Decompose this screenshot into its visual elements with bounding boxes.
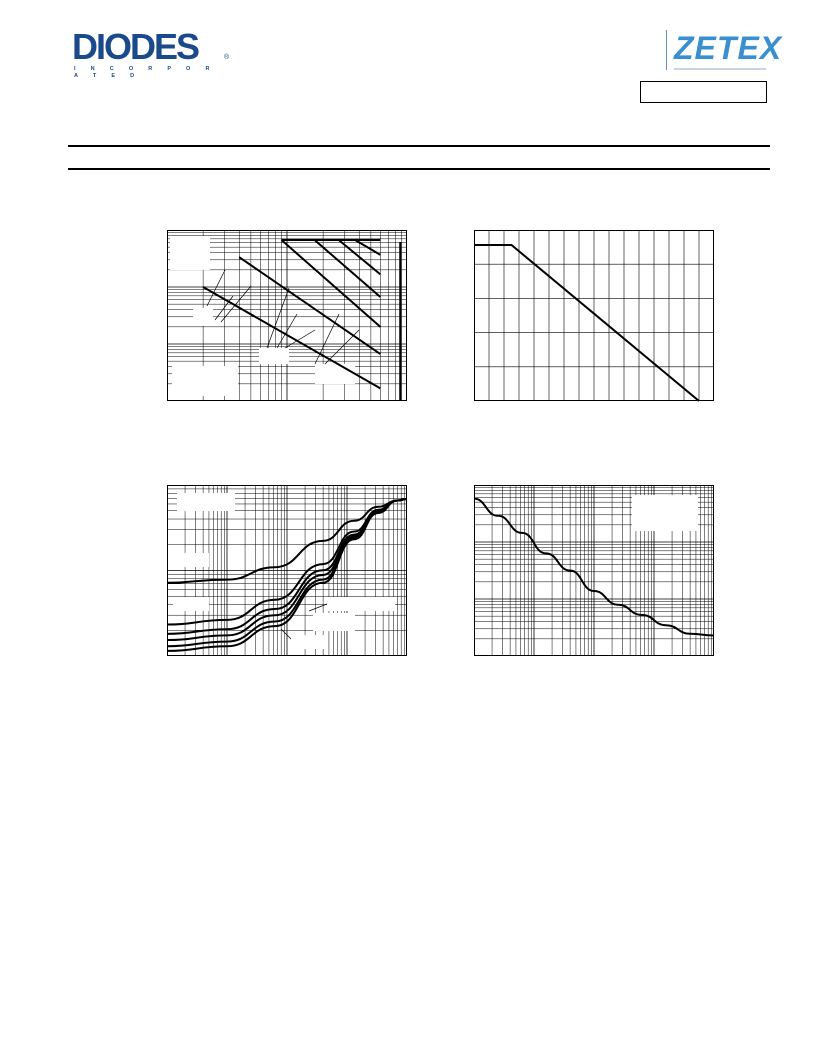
zetex-logo-wordmark: ZETEX [674, 30, 783, 66]
chart-4-plot [474, 485, 714, 656]
chart-2-plot [474, 230, 714, 401]
chart-3 [167, 485, 407, 656]
zetex-logo [666, 30, 783, 74]
series-line-derating [474, 245, 699, 401]
label-mask [173, 597, 209, 611]
label-leader-line [285, 330, 315, 348]
header-rule-top [68, 145, 770, 147]
label-mask [315, 364, 355, 384]
label-mask [177, 493, 235, 511]
diodes-logo-tagline: I N C O R P O R A T E D [74, 66, 217, 79]
label-mask [291, 635, 325, 649]
label-mask [632, 495, 698, 531]
label-mask [313, 613, 355, 631]
chart-4 [474, 485, 714, 656]
label-mask [193, 308, 213, 326]
header-rule-bottom [68, 168, 770, 170]
chart-2 [474, 230, 714, 401]
label-mask [172, 366, 238, 396]
registered-mark: ® [224, 54, 230, 61]
diodes-logo-wordmark: DIODES [72, 26, 199, 67]
label-mask [173, 553, 209, 567]
diodes-logo [72, 26, 232, 79]
label-mask [327, 597, 395, 611]
chart-3-plot [167, 485, 407, 656]
zetex-logo-underline [674, 68, 766, 70]
part-number-box [640, 81, 767, 103]
zetex-logo-divider [666, 30, 667, 70]
label-leader-line [325, 330, 359, 364]
label-mask [170, 236, 210, 270]
label-mask [259, 348, 289, 364]
chart-1 [167, 230, 407, 401]
label-leader-line [207, 270, 225, 306]
chart-1-plot [167, 230, 407, 401]
label-leader-line [309, 604, 327, 611]
label-leader-line [267, 288, 289, 348]
series-line-curve-e [339, 240, 381, 274]
